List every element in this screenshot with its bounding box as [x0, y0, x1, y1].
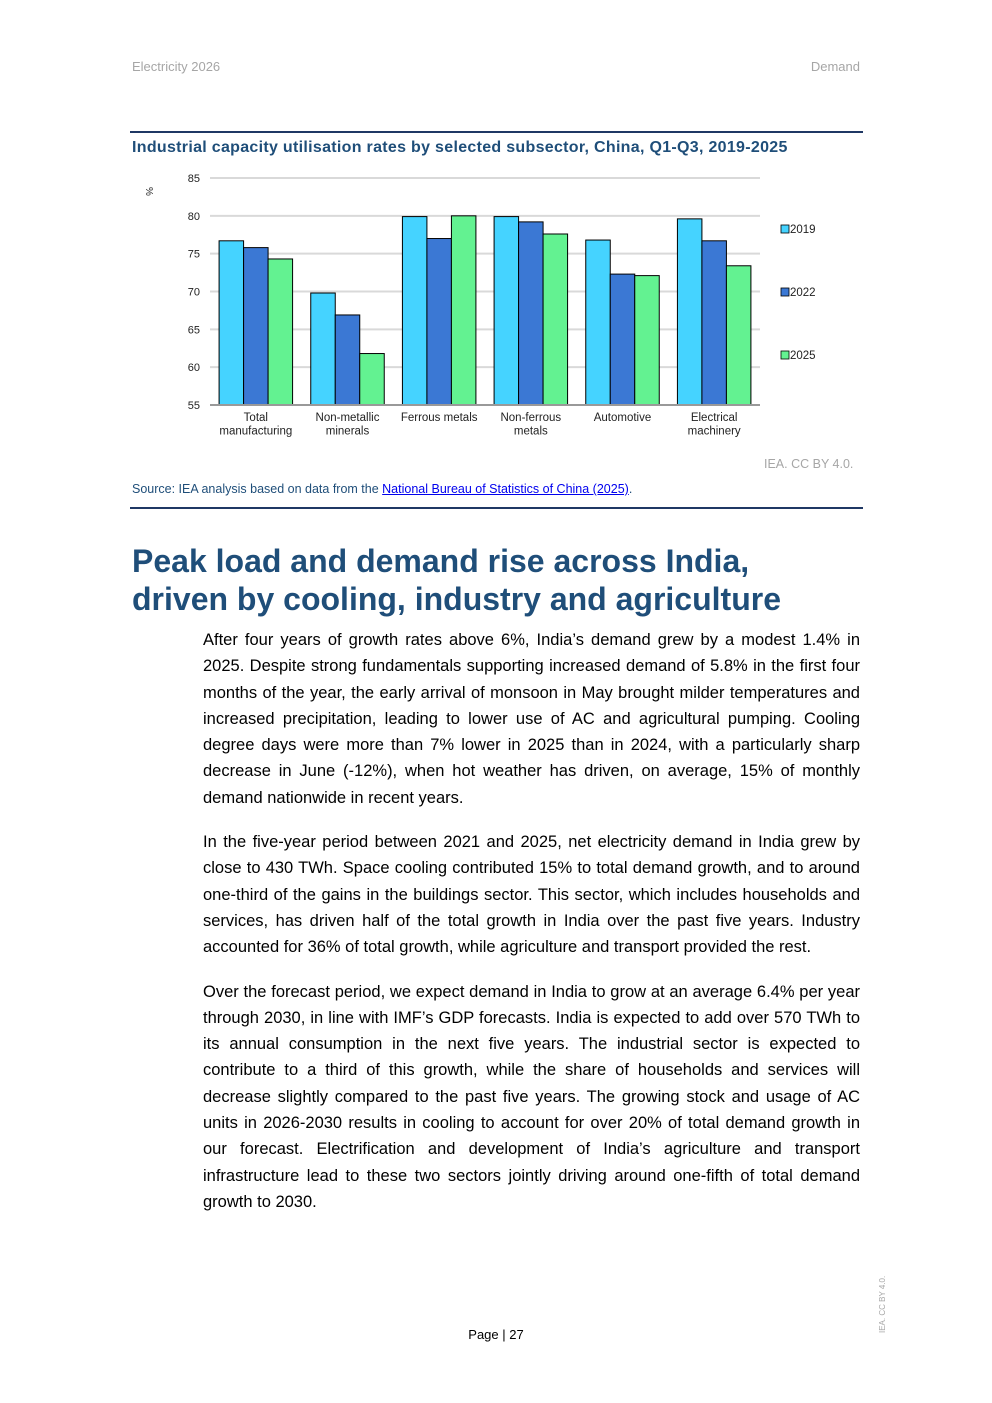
bar-2025 [451, 216, 476, 405]
side-credit: IEA. CC BY 4.0. [878, 1275, 887, 1333]
y-tick-label: 70 [187, 286, 200, 299]
header-report-title: Electricity 2026 [132, 59, 221, 74]
y-tick-label: 55 [187, 400, 200, 412]
chart-bottom-rule [130, 507, 863, 509]
bar-chart [130, 165, 863, 450]
bar-2022 [427, 239, 452, 405]
x-tick-label: Electrical [690, 412, 738, 424]
legend-label: 2019 [790, 224, 816, 236]
bar-2022 [335, 315, 360, 405]
legend-swatch-2019 [781, 225, 789, 233]
body-text [203, 627, 860, 1233]
bar-2025 [360, 354, 385, 405]
header-section: Demand [810, 59, 860, 74]
bar-2022 [702, 241, 727, 405]
chart-title: Industrial capacity utilisation rates by selected subsector, China, Q1-Q3, 2019-2025 [132, 139, 788, 156]
y-tick-label: 80 [187, 210, 200, 223]
bar-2025 [268, 259, 293, 405]
bar-2022 [519, 222, 544, 405]
bar-2019 [402, 217, 427, 405]
chart-source [132, 482, 632, 496]
bar-2025 [726, 266, 751, 405]
bar-2022 [610, 274, 635, 405]
paragraph: After four years of growth rates above 6%, India’s demand grew by a modest 1.4% in 2025. Despite strong fundamentals supporting increased demand of 5.8% in the first four months of the year, the early arrival of monsoon in May brought milder temperatures and increased precipitation, leading to lower use of AC and agricultural pumping. Cooling degree days were more than 7% lower in 2025 than in 2024, with a particularly sharp decrease in June (-12%), when hot weather has driven, on average, 15% of monthly demand nationwide in recent years. [203, 631, 860, 807]
bar-2025 [635, 276, 660, 405]
bar-2019 [311, 293, 336, 405]
y-tick-label: 60 [187, 362, 200, 375]
y-tick-label: 75 [187, 248, 200, 261]
legend-label: 2022 [790, 287, 816, 299]
y-tick-label: 65 [187, 324, 200, 337]
bar-2022 [244, 248, 269, 405]
legend-swatch-2025 [781, 351, 789, 359]
x-tick-label: Automotive [593, 412, 652, 424]
section-heading: Peak load and demand rise across India, driven by cooling, industry and agriculture [132, 543, 781, 617]
x-tick-label: Total [243, 412, 268, 424]
x-tick-label: manufacturing [219, 425, 293, 438]
x-tick-label: metals [513, 425, 548, 438]
source-suffix: . [628, 482, 633, 496]
paragraph: Over the forecast period, we expect demand in India to grow at an average 6.4% per year through 2030, in line with IMF’s GDP forecasts. India is expected to add over 570 TWh to its annual consumption in the next five years. The industrial sector is expected to contribute to a third of this growth, while the share of households and services will decrease slightly compared to the past five years. The growing stock and usage of AC units in 2026-2030 results in cooling to account for over 20% of total demand growth in our forecast. Electrification and development of India’s agriculture and transport infrastructure lead to these two sectors jointly driving around one-fifth of total demand growth to 2030. [203, 982, 860, 1211]
page-number: Page | 27 [468, 1327, 524, 1342]
bar-2025 [543, 234, 568, 405]
chart-top-rule [130, 131, 863, 133]
bar-2019 [677, 219, 702, 405]
y-tick-label: 85 [187, 173, 200, 185]
x-tick-label: minerals [325, 425, 370, 438]
y-axis-label: % [143, 187, 154, 196]
x-tick-label: machinery [687, 425, 741, 438]
x-tick-label: Ferrous metals [400, 412, 478, 424]
bar-2019 [494, 217, 519, 405]
x-tick-label: Non-ferrous [500, 412, 562, 424]
x-tick-label: Non-metallic [315, 412, 380, 424]
chart-credit: IEA. CC BY 4.0. [764, 457, 854, 471]
bar-2019 [586, 240, 611, 405]
legend-swatch-2022 [781, 288, 789, 296]
source-prefix: Source: IEA analysis based on data from the [132, 482, 383, 496]
source-link[interactable]: National Bureau of Statistics of China (2025) [382, 482, 629, 496]
paragraph: In the five-year period between 2021 and 2025, net electricity demand in India grew by close to 430 TWh. Space cooling contributed 15% to total demand growth, and to around one-third of the gains in the buildings sector. This sector, which includes households and services, has driven half of the total growth in India over the past five years. Industry accounted for 36% of total growth, while agriculture and transport provided the rest. [203, 833, 860, 957]
bar-2019 [219, 241, 244, 405]
legend-label: 2025 [790, 350, 816, 362]
